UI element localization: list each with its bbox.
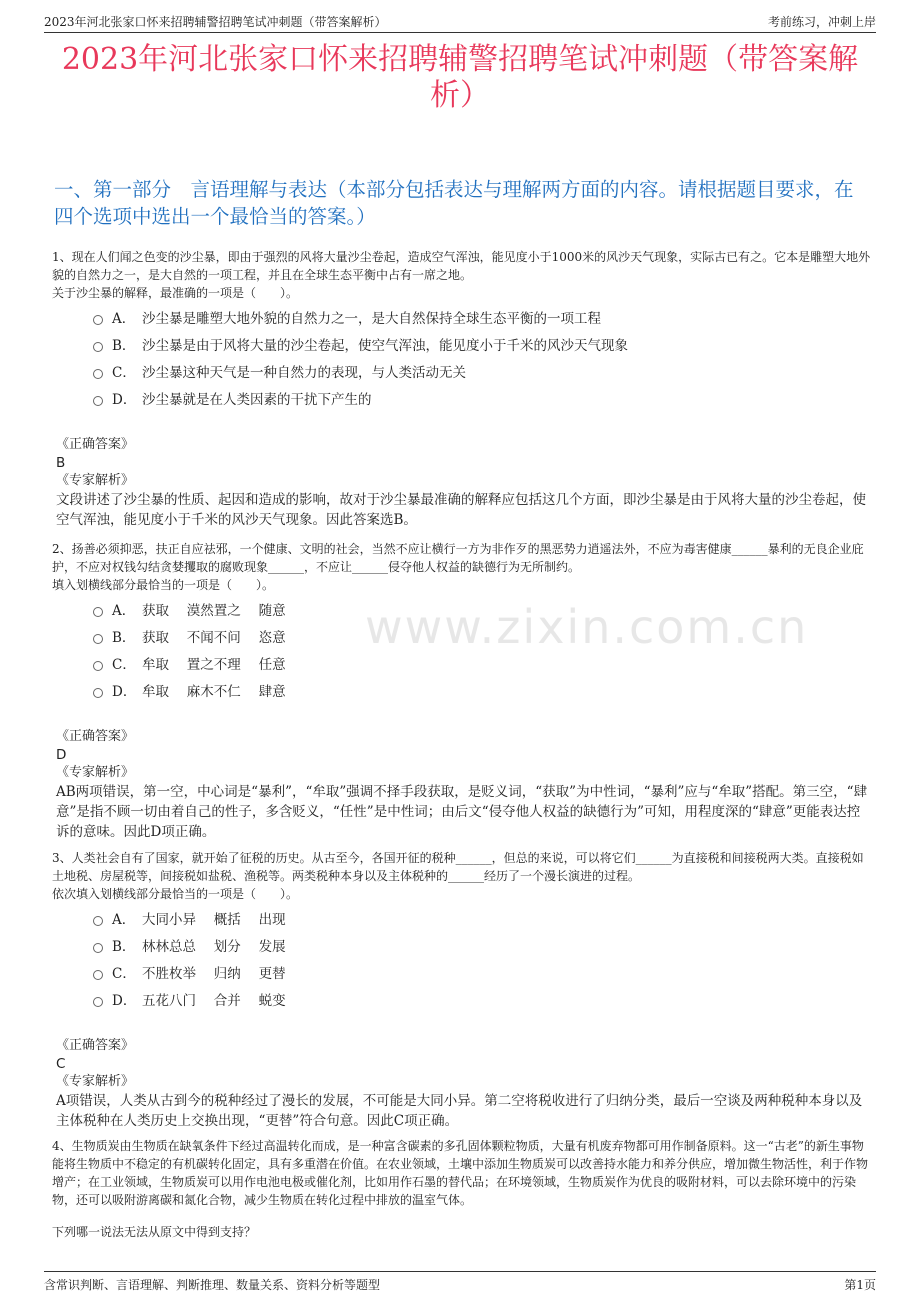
page-number: 第1页 [844,1278,876,1292]
watermark: www.zixin.com.cn [365,600,809,654]
radio-icon[interactable] [93,688,103,698]
answer-label: 《正确答案》 [56,437,135,452]
answer-value: B [56,455,66,471]
option-c[interactable] [90,652,872,679]
section-heading: 一、第一部分 言语理解与表达（本部分包括表达与理解两方面的内容。请根据题目要求，在四个选项中选出一个最恰当的答案。） [54,178,854,228]
option-text: 获取 不闻不问 恣意 [142,630,286,646]
radio-icon[interactable] [93,916,103,926]
radio-icon[interactable] [93,997,103,1007]
question-3 [52,849,872,1131]
option-text: 沙尘暴是雕塑大地外貌的自然力之一，是大自然保持全球生态平衡的一项工程 [142,311,601,327]
radio-icon[interactable] [93,396,103,406]
option-c[interactable] [90,961,872,988]
analysis-label: 《专家解析》 [56,473,135,488]
option-letter: D． [112,993,137,1009]
option-b[interactable] [90,333,872,360]
radio-icon[interactable] [93,970,103,980]
option-d[interactable] [90,387,872,414]
answer-label: 《正确答案》 [56,729,135,744]
question-prompt: 下列哪一说法无法从原文中得到支持？ [52,1225,257,1239]
radio-icon[interactable] [93,943,103,953]
analysis-label: 《专家解析》 [56,765,135,780]
option-list [90,598,872,706]
question-4 [52,1137,872,1241]
option-d[interactable] [90,988,872,1015]
radio-icon[interactable] [93,315,103,325]
option-letter: D． [112,684,137,700]
option-text: 沙尘暴是由于风将大量的沙尘卷起，使空气浑浊，能见度小于千米的风沙天气现象 [142,338,628,354]
question-2 [52,540,872,842]
page-title: 2023年河北张家口怀来招聘辅警招聘笔试冲刺题（带答案解析） [61,42,859,113]
option-list [90,306,872,414]
option-letter: D． [112,392,137,408]
header-slogan: 考前练习，冲刺上岸 [767,15,876,29]
option-c[interactable] [90,360,872,387]
option-text: 获取 漠然置之 随意 [142,603,286,619]
option-a[interactable] [90,306,872,333]
question-stem: 4、生物质炭由生物质在缺氧条件下经过高温转化而成，是一种富含碳素的多孔固体颗粒物质，大量有机废弃物都可用作制备原料。这一“古老”的新生事物能将生物质中不稳定的有机碳转化固定，具有多重潜在价值。在农业领域，土壤中添加生物质炭可以改善持水能力和养分供应，增加微生物活性，利于作物增产；在工业领域，生物质炭可以用作电池电极或催化剂，比如用作石墨的替代品；在环境领域，生物质炭作为优良的吸附材料，可以去除环境中的污染物，还可以吸附游离碳和氮化合物，减少生物质在转化过程中排放的温室气体。 [52,1139,869,1207]
answer-value: D [56,747,67,763]
question-prompt: 关于沙尘暴的解释，最准确的一项是（ ）。 [52,286,299,300]
option-b[interactable] [90,625,872,652]
option-letter: A． [112,603,136,619]
option-letter: A． [112,912,136,928]
question-1 [52,248,872,530]
question-prompt: 填入划横线部分最恰当的一项是（ ）。 [52,578,275,592]
analysis-text: AB两项错误，第一空，中心词是“暴利”，“牟取”强调不择手段获取，是贬义词，“获取”为中性词，“暴利”应与“牟取”搭配。第三空，“肆意”是指不顾一切由着自己的性子，多含贬义，“任性”是中性词；由后文“侵夺他人权益的缺德行为”可知，用程度深的“肆意”更能表达控诉的意味。因此D项正确。 [56,784,868,840]
radio-icon[interactable] [93,369,103,379]
answer-value: C [56,1056,66,1072]
option-d[interactable] [90,679,872,706]
option-letter: B． [112,939,136,955]
option-text: 牟取 麻木不仁 肆意 [142,684,286,700]
option-text: 五花八门 合并 蜕变 [142,993,286,1009]
question-prompt: 依次填入划横线部分最恰当的一项是（ ）。 [52,887,299,901]
page-header [44,10,876,33]
radio-icon[interactable] [93,661,103,671]
question-stem: 2、扬善必须抑恶，扶正自应祛邪，一个健康、文明的社会，当然不应让横行一方为非作歹的黑恶势力逍遥法外，不应为毒害健康______暴利的无良企业庇护，不应对权钱勾结贪婪攫取的腐败现象______，不应让______侵夺他人权益的缺德行为无所制约。 [52,542,864,574]
option-text: 林林总总 划分 发展 [142,939,286,955]
option-a[interactable] [90,598,872,625]
option-letter: C． [112,657,136,673]
option-letter: C． [112,966,136,982]
option-text: 牟取 置之不理 任意 [142,657,286,673]
option-letter: B． [112,338,136,354]
answer-label: 《正确答案》 [56,1038,135,1053]
option-list [90,907,872,1015]
option-text: 不胜枚举 归纳 更替 [142,966,286,982]
analysis-text: 文段讲述了沙尘暴的性质、起因和造成的影响，故对于沙尘暴最准确的解释应包括这几个方面，即沙尘暴是由于风将大量的沙尘卷起，使空气浑浊，能见度小于千米的风沙天气现象。因此答案选B。 [56,492,866,528]
question-stem: 3、人类社会自有了国家，就开始了征税的历史。从古至今，各国开征的税种______，但总的来说，可以将它们______为直接税和间接税两大类。直接税如土地税、房屋税等，间接税如盐税、渔税等。两类税种本身以及主体税种的______经历了一个漫长演进的过程。 [52,851,864,883]
option-a[interactable] [90,907,872,934]
analysis-text: A项错误，人类从古到今的税种经过了漫长的发展，不可能是大同小异。第二空将税收进行了归纳分类，最后一空谈及两种税种本身以及主体税种在人类历史上交换出现，“更替”符合句意。因此C项正确。 [56,1093,863,1129]
header-doc-title: 2023年河北张家口怀来招聘辅警招聘笔试冲刺题（带答案解析） [44,15,387,29]
analysis-label: 《专家解析》 [56,1074,135,1089]
page-footer [44,1271,876,1292]
question-stem: 1、现在人们闻之色变的沙尘暴，即由于强烈的风将大量沙尘卷起，造成空气浑浊，能见度小于1000米的风沙天气现象，实际古已有之。它本是雕塑大地外貌的自然力之一，是大自然的一项工程，并且在全球生态平衡中占有一席之地。 [52,250,871,282]
option-text: 大同小异 概括 出现 [142,912,286,928]
option-letter: A． [112,311,136,327]
radio-icon[interactable] [93,607,103,617]
option-letter: C． [112,365,136,381]
option-text: 沙尘暴就是在人类因素的干扰下产生的 [142,392,372,408]
footer-note: 含常识判断、言语理解、判断推理、数量关系、资料分析等题型 [44,1278,381,1292]
option-letter: B． [112,630,136,646]
option-text: 沙尘暴这种天气是一种自然力的表现，与人类活动无关 [142,365,466,381]
radio-icon[interactable] [93,342,103,352]
option-b[interactable] [90,934,872,961]
radio-icon[interactable] [93,634,103,644]
